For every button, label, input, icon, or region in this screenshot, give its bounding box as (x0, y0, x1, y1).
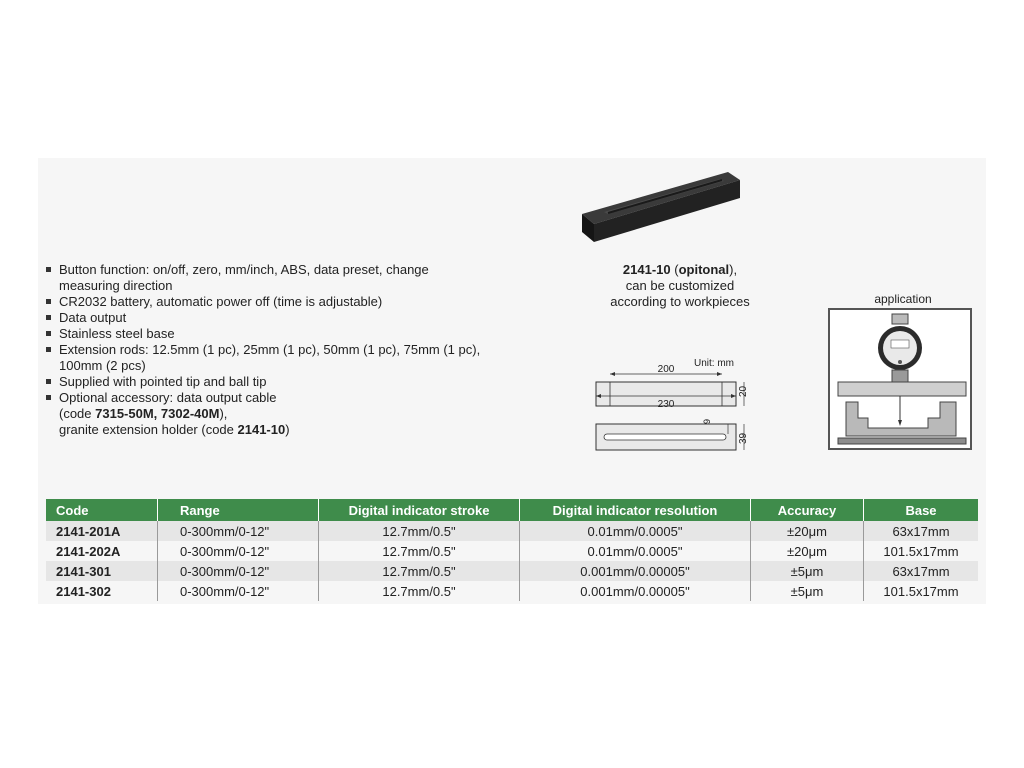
table-body (46, 521, 978, 601)
table-row (46, 521, 978, 541)
specification-table (46, 499, 978, 601)
feature-item (44, 326, 484, 342)
cell-base: 101.5x17mm (864, 541, 979, 561)
feature-code: 7315-50M, 7302-40M (95, 406, 220, 421)
extension-holder-photo (578, 166, 744, 244)
feature-list (44, 262, 484, 438)
cell-accuracy: ±5μm (751, 581, 864, 601)
table-row (46, 541, 978, 561)
table-row (46, 581, 978, 601)
cell-code: 2141-201A (46, 521, 158, 541)
feature-item (44, 390, 484, 438)
feature-text: Extension rods: 12.5mm (1 pc), 25mm (1 pc), 50mm (1 pc), 75mm (1 pc), 100mm (2 pcs) (59, 342, 481, 373)
feature-item (44, 294, 484, 310)
feature-code: 2141-10 (237, 422, 286, 437)
header-stroke: Digital indicator stroke (319, 499, 520, 521)
cell-code: 2141-202A (46, 541, 158, 561)
feature-text: ), (219, 406, 228, 421)
feature-text: Stainless steel base (59, 326, 175, 341)
table-row (46, 561, 978, 581)
feature-item (44, 374, 484, 390)
feature-item (44, 310, 484, 326)
cell-stroke: 12.7mm/0.5" (319, 561, 520, 581)
accessory-code: 2141-10 (622, 262, 671, 277)
cell-resolution: 0.01mm/0.0005" (520, 521, 751, 541)
cell-range: 0-300mm/0-12" (158, 521, 319, 541)
feature-text: granite extension holder (code (59, 422, 238, 437)
dim-9: 9 (702, 418, 712, 424)
accessory-caption (560, 262, 800, 310)
cell-stroke: 12.7mm/0.5" (319, 521, 520, 541)
cell-range: 0-300mm/0-12" (158, 581, 319, 601)
feature-text: Optional accessory: data output cable (59, 390, 277, 405)
technical-drawing (588, 352, 758, 457)
caption-line-2: can be customized (625, 278, 735, 293)
cell-resolution: 0.001mm/0.00005" (520, 581, 751, 601)
feature-text: ) (285, 422, 290, 437)
header-base: Base (864, 499, 979, 521)
header-resolution: Digital indicator resolution (520, 499, 751, 521)
application-label: application (874, 292, 932, 306)
cell-accuracy: ±5μm (751, 561, 864, 581)
cell-base: 63x17mm (864, 521, 979, 541)
unit-label: Unit: mm (694, 358, 734, 369)
dim-39: 39 (738, 432, 749, 444)
caption-paren-open: ( (670, 262, 679, 277)
feature-text: (code (59, 406, 96, 421)
header-code: Code (46, 499, 158, 521)
dim-230: 230 (657, 399, 675, 410)
cell-code: 2141-302 (46, 581, 158, 601)
cell-range: 0-300mm/0-12" (158, 541, 319, 561)
cell-accuracy: ±20μm (751, 541, 864, 561)
cell-resolution: 0.001mm/0.00005" (520, 561, 751, 581)
cell-stroke: 12.7mm/0.5" (319, 581, 520, 601)
feature-item (44, 342, 484, 374)
feature-text: Button function: on/off, zero, mm/inch, ABS, data preset, change measuring direction (59, 262, 429, 293)
dim-200: 200 (657, 364, 675, 375)
cell-resolution: 0.01mm/0.0005" (520, 541, 751, 561)
header-accuracy: Accuracy (751, 499, 864, 521)
caption-paren-close: ), (729, 262, 738, 277)
cell-accuracy: ±20μm (751, 521, 864, 541)
header-range: Range (158, 499, 319, 521)
cell-base: 101.5x17mm (864, 581, 979, 601)
application-illustration (828, 308, 972, 450)
dim-20: 20 (738, 385, 749, 397)
table-header-row (46, 499, 978, 521)
cell-stroke: 12.7mm/0.5" (319, 541, 520, 561)
cell-base: 63x17mm (864, 561, 979, 581)
caption-line-3: according to workpieces (610, 294, 750, 309)
feature-item (44, 262, 484, 294)
feature-text: Supplied with pointed tip and ball tip (59, 374, 267, 389)
accessory-note: opitonal (678, 262, 730, 277)
feature-text: Data output (59, 310, 127, 325)
feature-text: CR2032 battery, automatic power off (time is adjustable) (59, 294, 383, 309)
cell-code: 2141-301 (46, 561, 158, 581)
cell-range: 0-300mm/0-12" (158, 561, 319, 581)
